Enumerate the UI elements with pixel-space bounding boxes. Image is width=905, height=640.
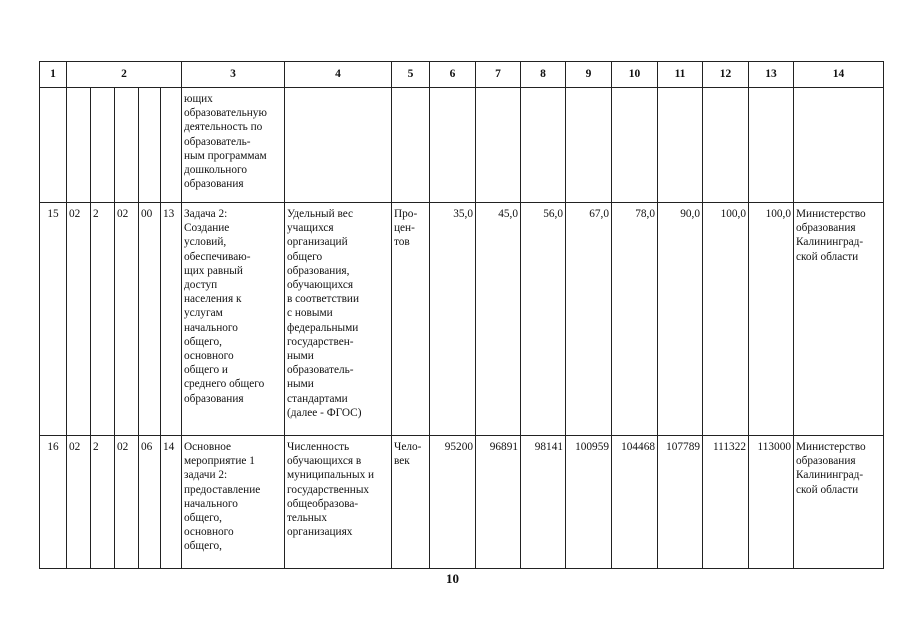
row-number-cell: 16 bbox=[40, 436, 67, 569]
row-number-cell: 15 bbox=[40, 203, 67, 436]
value-cell: 95200 bbox=[430, 436, 476, 569]
indicator-cell: Удельный вес учащихся организаций общего образования, обучающихся в соответствии с новыми федеральными государствен- ными образователь- ными стандартами (далее - ФГОС) bbox=[285, 203, 392, 436]
header-cell: 5 bbox=[392, 62, 430, 88]
indicator-cell: Численность обучающихся в муниципальных и государственных общеобразова- тельных организациях bbox=[285, 436, 392, 569]
value-cell bbox=[566, 88, 612, 203]
header-cell: 10 bbox=[612, 62, 658, 88]
unit-cell: Чело- век bbox=[392, 436, 430, 569]
code-cell: 02 bbox=[115, 436, 139, 569]
code-cell bbox=[91, 88, 115, 203]
table-row bbox=[40, 436, 884, 569]
value-cell bbox=[612, 88, 658, 203]
code-cell: 02 bbox=[115, 203, 139, 436]
value-cell: 111322 bbox=[703, 436, 749, 569]
table-row bbox=[40, 203, 884, 436]
value-cell: 96891 bbox=[476, 436, 521, 569]
value-cell: 90,0 bbox=[658, 203, 703, 436]
unit-cell: Про- цен- тов bbox=[392, 203, 430, 436]
value-cell bbox=[521, 88, 566, 203]
code-cell bbox=[67, 88, 91, 203]
responsible-cell: Министерство образования Калининград- ской области bbox=[794, 436, 884, 569]
value-cell bbox=[749, 88, 794, 203]
header-cell: 7 bbox=[476, 62, 521, 88]
value-cell: 67,0 bbox=[566, 203, 612, 436]
code-cell: 02 bbox=[67, 436, 91, 569]
header-cell: 11 bbox=[658, 62, 703, 88]
value-cell: 56,0 bbox=[521, 203, 566, 436]
indicator-cell bbox=[285, 88, 392, 203]
header-cell: 6 bbox=[430, 62, 476, 88]
code-cell: 06 bbox=[139, 436, 161, 569]
task-cell: Задача 2: Создание условий, обеспечиваю- щих равный доступ населения к услугам начального общего, основного общего и среднего общего образования bbox=[182, 203, 285, 436]
header-cell: 8 bbox=[521, 62, 566, 88]
code-cell bbox=[115, 88, 139, 203]
value-cell bbox=[430, 88, 476, 203]
value-cell: 100,0 bbox=[703, 203, 749, 436]
unit-cell bbox=[392, 88, 430, 203]
header-cell: 13 bbox=[749, 62, 794, 88]
header-cell: 14 bbox=[794, 62, 884, 88]
header-cell: 1 bbox=[40, 62, 67, 88]
header-cell: 12 bbox=[703, 62, 749, 88]
code-cell bbox=[161, 88, 182, 203]
value-cell: 78,0 bbox=[612, 203, 658, 436]
program-indicators-table bbox=[39, 61, 884, 569]
value-cell: 45,0 bbox=[476, 203, 521, 436]
code-cell: 13 bbox=[161, 203, 182, 436]
row-number-cell bbox=[40, 88, 67, 203]
value-cell: 98141 bbox=[521, 436, 566, 569]
task-cell: ющих образовательную деятельность по образователь- ным программам дошкольного образования bbox=[182, 88, 285, 203]
header-cell: 2 bbox=[67, 62, 182, 88]
value-cell: 35,0 bbox=[430, 203, 476, 436]
value-cell bbox=[658, 88, 703, 203]
page-number: 10 bbox=[446, 571, 459, 586]
code-cell: 14 bbox=[161, 436, 182, 569]
value-cell: 100959 bbox=[566, 436, 612, 569]
header-row bbox=[40, 62, 884, 88]
task-cell: Основное мероприятие 1 задачи 2: предоставление начального общего, основного общего, bbox=[182, 436, 285, 569]
code-cell bbox=[139, 88, 161, 203]
responsible-cell: Министерство образования Калининград- ской области bbox=[794, 203, 884, 436]
value-cell: 113000 bbox=[749, 436, 794, 569]
code-cell: 2 bbox=[91, 203, 115, 436]
code-cell: 02 bbox=[67, 203, 91, 436]
value-cell bbox=[703, 88, 749, 203]
code-cell: 00 bbox=[139, 203, 161, 436]
value-cell: 100,0 bbox=[749, 203, 794, 436]
value-cell bbox=[476, 88, 521, 203]
header-cell: 4 bbox=[285, 62, 392, 88]
header-cell: 9 bbox=[566, 62, 612, 88]
header-cell: 3 bbox=[182, 62, 285, 88]
table-row bbox=[40, 88, 884, 203]
responsible-cell bbox=[794, 88, 884, 203]
value-cell: 104468 bbox=[612, 436, 658, 569]
value-cell: 107789 bbox=[658, 436, 703, 569]
code-cell: 2 bbox=[91, 436, 115, 569]
